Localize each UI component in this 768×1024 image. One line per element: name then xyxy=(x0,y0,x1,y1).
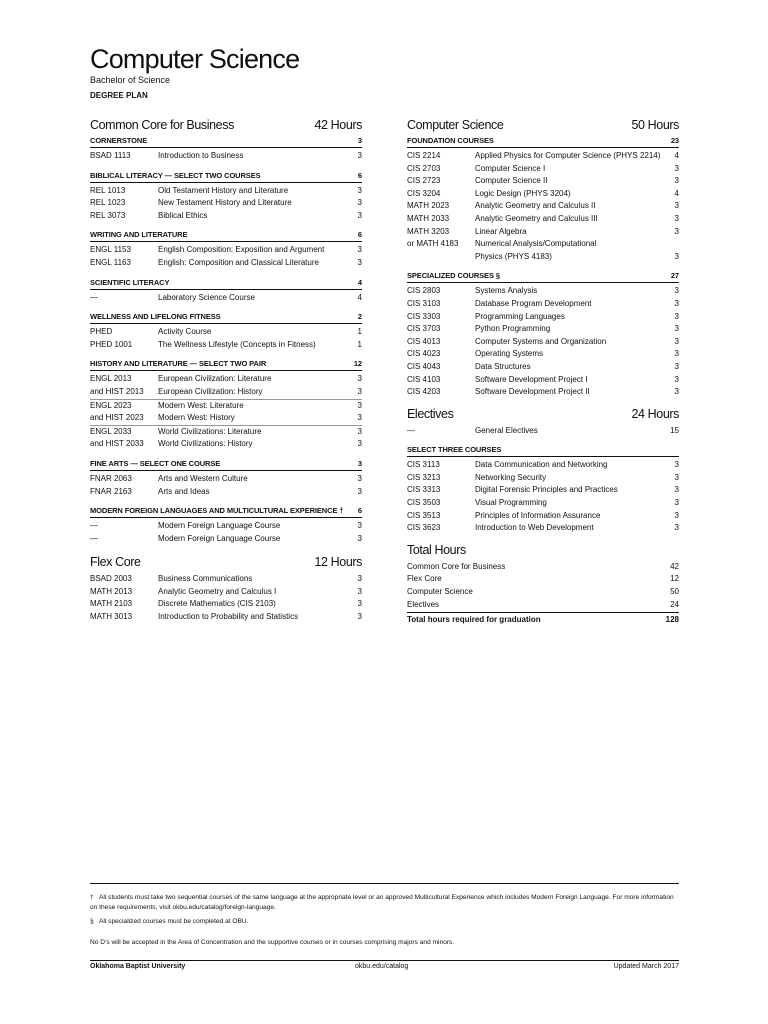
course-code: PHED 1001 xyxy=(90,339,133,349)
course-row xyxy=(407,175,679,188)
course-name: Principles of Information Assurance xyxy=(475,510,601,520)
section-heading xyxy=(90,359,362,371)
course-row xyxy=(407,484,679,497)
course-name: Business Communications xyxy=(158,574,253,584)
course-name: Computer Science II xyxy=(475,176,548,186)
course-name: European Civilization: Literature xyxy=(158,374,272,384)
course-name: Software Development Project II xyxy=(475,387,590,397)
course-row xyxy=(90,533,362,546)
course-code: CIS 3103 xyxy=(407,298,441,308)
total-row xyxy=(407,561,679,574)
course-hours: 3 xyxy=(674,510,679,520)
course-row xyxy=(90,185,362,198)
course-code: and HIST 2023 xyxy=(90,413,144,423)
common-core-sections xyxy=(90,136,362,545)
section-title: BIBLICAL LITERACY — SELECT TWO COURSES xyxy=(90,170,261,180)
course-hours: 3 xyxy=(357,257,362,267)
course-code: ENGL 2033 xyxy=(90,426,132,436)
course-name: Systems Analysis xyxy=(475,286,538,296)
footer-updated: Updated March 2017 xyxy=(613,963,679,970)
course-row xyxy=(90,150,362,163)
course-code: ENGL 2023 xyxy=(90,400,132,410)
course-row xyxy=(90,473,362,486)
course-hours: 3 xyxy=(357,586,362,596)
course-hours: 3 xyxy=(357,245,362,255)
course-code: — xyxy=(90,533,98,543)
section-hours: 6 xyxy=(357,230,362,240)
section-title: SELECT THREE COURSES xyxy=(407,445,502,455)
core-section xyxy=(90,171,362,223)
course-name: English: Composition and Classical Literature xyxy=(158,257,319,267)
footer-url: okbu.edu/catalog xyxy=(355,963,409,970)
course-code: CIS 3213 xyxy=(407,472,441,482)
course-row xyxy=(407,150,679,163)
course-hours: 3 xyxy=(674,387,679,397)
flex-core-heading xyxy=(90,555,362,569)
total-hours: 50 xyxy=(670,587,679,597)
course-code: ENGL 1153 xyxy=(90,245,131,255)
flex-core-title: Flex Core xyxy=(90,555,141,570)
section-heading xyxy=(90,459,362,471)
course-group xyxy=(90,185,362,223)
course-name: World Civilizations: History xyxy=(158,439,253,449)
course-hours: 3 xyxy=(674,311,679,321)
course-hours: 3 xyxy=(357,612,362,622)
cs-section xyxy=(407,271,679,398)
course-hours: 3 xyxy=(674,472,679,482)
course-name: Applied Physics for Computer Science (PHYS 2214) xyxy=(475,151,661,160)
course-row xyxy=(407,298,679,311)
course-name: Modern Foreign Language Course xyxy=(158,521,281,531)
course-name: Analytic Geometry and Calculus I xyxy=(158,586,277,596)
course-code: REL 1013 xyxy=(90,185,126,195)
course-group xyxy=(90,326,362,351)
right-column xyxy=(407,118,679,624)
course-code: CIS 4203 xyxy=(407,387,441,397)
total-hours: 24 xyxy=(670,599,679,609)
course-code: CIS 4103 xyxy=(407,374,441,384)
course-code: ENGL 2013 xyxy=(90,374,132,384)
section-heading xyxy=(90,136,362,148)
course-row xyxy=(407,311,679,324)
course-row xyxy=(90,412,362,425)
course-code: CIS 4013 xyxy=(407,336,441,346)
course-row xyxy=(407,285,679,298)
course-hours: 3 xyxy=(357,521,362,531)
section-hours: 12 xyxy=(353,359,362,369)
course-row xyxy=(407,238,679,251)
footnote-text: All students must take two sequential courses of the same language at the appropriate level or an approved Multicultural Experience which includes Modern Foreign Language. For more information on these requirements, visit okbu.edu/catalog/foreign-language. xyxy=(90,894,674,911)
course-hours: 3 xyxy=(674,286,679,296)
footnote-mark: § xyxy=(90,918,94,925)
course-group xyxy=(90,473,362,498)
course-row xyxy=(90,438,362,451)
course-hours: 3 xyxy=(674,201,679,211)
course-group xyxy=(90,373,362,398)
course-name: European Civilization: History xyxy=(158,386,263,396)
course-hours: 3 xyxy=(674,324,679,334)
computer-science-sections xyxy=(407,136,679,399)
degree-plan-label: DEGREE PLAN xyxy=(90,91,148,100)
course-group xyxy=(90,425,362,451)
core-section xyxy=(90,312,362,351)
course-row xyxy=(407,251,679,264)
course-hours: 3 xyxy=(674,498,679,508)
total-label: Common Core for Business xyxy=(407,561,506,571)
course-row xyxy=(407,386,679,399)
course-name: Programming Languages xyxy=(475,311,565,321)
course-hours: 3 xyxy=(674,251,679,261)
electives-title: Electives xyxy=(407,406,454,421)
course-code: — xyxy=(90,521,98,531)
footnote-note: No D’s will be accepted in the Area of Concentration and the supportive courses or in courses comprising majors and minors. xyxy=(90,939,455,946)
course-code: CIS 3503 xyxy=(407,498,441,508)
course-row xyxy=(90,326,362,339)
course-code: CIS 4043 xyxy=(407,361,441,371)
course-code: REL 1023 xyxy=(90,198,126,208)
course-hours: 3 xyxy=(674,298,679,308)
core-section xyxy=(90,459,362,498)
core-section xyxy=(90,359,362,451)
course-group xyxy=(90,150,362,163)
course-code: — xyxy=(407,425,415,435)
course-name: Modern West: History xyxy=(158,413,235,423)
total-label: Flex Core xyxy=(407,574,442,584)
course-code: MATH 2013 xyxy=(90,586,133,596)
course-row xyxy=(407,510,679,523)
course-group xyxy=(90,520,362,545)
computer-science-heading xyxy=(407,118,679,132)
section-heading xyxy=(407,136,679,148)
course-code: CIS 2803 xyxy=(407,286,441,296)
course-hours: 3 xyxy=(674,485,679,495)
course-row xyxy=(90,586,362,599)
total-label: Electives xyxy=(407,599,440,609)
flex-core-rows xyxy=(90,573,362,623)
course-row xyxy=(407,213,679,226)
total-row xyxy=(407,586,679,599)
course-group xyxy=(90,244,362,269)
section-title: MODERN FOREIGN LANGUAGES AND MULTICULTURAL EXPERIENCE † xyxy=(90,506,344,516)
select-three-section xyxy=(407,445,679,535)
course-group xyxy=(90,399,362,425)
course-name: Database Program Development xyxy=(475,298,592,308)
section-heading xyxy=(90,230,362,242)
left-column xyxy=(90,118,362,624)
course-row xyxy=(407,459,679,472)
course-name: Software Development Project I xyxy=(475,374,588,384)
section-heading xyxy=(90,171,362,183)
course-code: MATH 2023 xyxy=(407,201,450,211)
course-code: CIS 3703 xyxy=(407,324,441,334)
course-hours: 3 xyxy=(357,473,362,483)
course-code: CIS 3204 xyxy=(407,188,441,198)
course-code: CIS 2214 xyxy=(407,151,441,160)
course-hours: 3 xyxy=(357,413,362,423)
course-code: REL 3073 xyxy=(90,210,126,220)
course-name: Numerical Analysis/Computational xyxy=(475,239,597,249)
course-code: and HIST 2033 xyxy=(90,439,144,449)
section-hours: 27 xyxy=(670,271,679,281)
course-name: Linear Algebra xyxy=(475,226,527,236)
footnote-divider xyxy=(90,883,679,884)
section-title: WRITING AND LITERATURE xyxy=(90,230,188,240)
total-hours-title: Total Hours xyxy=(407,542,466,557)
course-name: Operating Systems xyxy=(475,349,544,359)
common-core-hours: 42 Hours xyxy=(314,118,362,132)
grand-total-hours: 128 xyxy=(665,615,679,625)
section-heading xyxy=(90,278,362,290)
course-code: ENGL 1163 xyxy=(90,257,131,267)
course-row xyxy=(90,573,362,586)
course-row xyxy=(407,497,679,510)
course-hours: 1 xyxy=(357,339,362,349)
course-name: Visual Programming xyxy=(475,498,547,508)
course-code: FNAR 2063 xyxy=(90,473,132,483)
course-name: Data Structures xyxy=(475,361,531,371)
course-row xyxy=(407,522,679,535)
section-hours: 4 xyxy=(357,277,362,287)
course-row xyxy=(407,226,679,239)
total-row xyxy=(407,599,679,612)
course-hours: 1 xyxy=(357,327,362,337)
section-title: FOUNDATION COURSES xyxy=(407,136,494,145)
course-name: Modern Foreign Language Course xyxy=(158,533,281,543)
course-row xyxy=(90,210,362,223)
total-label: Computer Science xyxy=(407,587,473,597)
course-hours: 4 xyxy=(357,292,362,302)
course-code: MATH 2033 xyxy=(407,213,450,223)
course-hours: 3 xyxy=(357,374,362,384)
footnote-section xyxy=(90,917,679,927)
total-hours: 12 xyxy=(670,574,679,584)
section-hours: 6 xyxy=(357,506,362,516)
course-hours: 15 xyxy=(670,425,679,435)
section-heading xyxy=(90,312,362,324)
course-row xyxy=(90,400,362,413)
section-title: CORNERSTONE xyxy=(90,136,148,145)
course-row xyxy=(90,598,362,611)
course-name: Discrete Mathematics (CIS 2103) xyxy=(158,599,276,609)
footnote-mark: † xyxy=(90,894,94,901)
section-title: HISTORY AND LITERATURE — SELECT TWO PAIR xyxy=(90,359,267,369)
course-hours: 3 xyxy=(357,386,362,396)
course-hours: 3 xyxy=(674,349,679,359)
course-code: BSAD 1113 xyxy=(90,151,131,160)
course-hours: 3 xyxy=(357,185,362,195)
course-name: Data Communication and Networking xyxy=(475,460,608,470)
course-row xyxy=(407,348,679,361)
course-hours: 3 xyxy=(357,599,362,609)
course-code: CIS 3113 xyxy=(407,460,440,470)
course-hours: 3 xyxy=(357,151,362,160)
section-hours: 3 xyxy=(357,458,362,468)
course-name: Activity Course xyxy=(158,327,212,337)
course-code: CIS 3513 xyxy=(407,510,441,520)
course-hours: 3 xyxy=(357,486,362,496)
course-hours: 3 xyxy=(357,439,362,449)
section-title: SPECIALIZED COURSES § xyxy=(407,271,500,281)
course-code: CIS 2723 xyxy=(407,176,441,186)
course-hours: 3 xyxy=(357,198,362,208)
course-code xyxy=(407,251,475,264)
course-name: Biblical Ethics xyxy=(158,210,208,220)
course-hours: 4 xyxy=(674,188,679,198)
course-row xyxy=(90,292,362,305)
section-hours: 3 xyxy=(357,136,362,145)
course-code: MATH 3013 xyxy=(90,612,133,622)
course-code: PHED xyxy=(90,327,113,337)
course-name: Computer Science I xyxy=(475,163,546,173)
section-heading xyxy=(407,445,679,457)
core-section xyxy=(90,506,362,545)
course-hours: 3 xyxy=(357,400,362,410)
course-row xyxy=(90,426,362,439)
course-name: Laboratory Science Course xyxy=(158,292,255,302)
common-core-title: Common Core for Business xyxy=(90,118,234,132)
page-title: Computer Science xyxy=(90,44,300,74)
course-hours xyxy=(665,238,679,251)
course-row xyxy=(90,373,362,386)
course-code: CIS 3623 xyxy=(407,523,441,533)
total-row xyxy=(407,573,679,586)
course-name: General Electives xyxy=(475,425,538,435)
course-code: FNAR 2163 xyxy=(90,486,132,496)
course-name: Arts and Ideas xyxy=(158,486,210,496)
course-hours: 3 xyxy=(357,574,362,584)
course-row xyxy=(90,386,362,399)
course-hours: 3 xyxy=(357,426,362,436)
course-hours: 3 xyxy=(674,163,679,173)
course-hours: 3 xyxy=(674,374,679,384)
section-hours: 6 xyxy=(357,170,362,180)
course-row xyxy=(407,336,679,349)
flex-core-hours: 12 Hours xyxy=(314,555,362,570)
course-code: and HIST 2013 xyxy=(90,386,144,396)
course-hours: 3 xyxy=(674,226,679,236)
course-code: BSAD 2003 xyxy=(90,574,132,584)
course-name: Arts and Western Culture xyxy=(158,473,248,483)
course-row xyxy=(90,339,362,352)
footnote-dagger xyxy=(90,893,679,912)
course-row xyxy=(407,425,679,438)
course-hours: 3 xyxy=(674,176,679,186)
footnote-text: All specialized courses must be completed at OBU. xyxy=(99,918,249,925)
course-name: Introduction to Business xyxy=(158,151,244,160)
cs-section xyxy=(407,136,679,263)
section-title: FINE ARTS — SELECT ONE COURSE xyxy=(90,458,221,468)
course-name: The Wellness Lifestyle (Concepts in Fitness) xyxy=(158,339,316,349)
course-name: Modern West: Literature xyxy=(158,400,244,410)
course-hours: 3 xyxy=(674,361,679,371)
course-name: English Composition: Exposition and Argument xyxy=(158,245,325,255)
course-name: Python Programming xyxy=(475,324,551,334)
section-heading xyxy=(407,271,679,283)
section-heading xyxy=(90,506,362,518)
course-hours: 3 xyxy=(357,533,362,543)
section-hours: 2 xyxy=(357,312,362,322)
course-row xyxy=(407,323,679,336)
course-hours: 3 xyxy=(674,213,679,223)
electives-hours: 24 Hours xyxy=(631,406,679,421)
course-row xyxy=(90,486,362,499)
course-name: Physics (PHYS 4183) xyxy=(475,251,552,261)
course-row xyxy=(407,361,679,374)
course-group xyxy=(90,292,362,305)
course-name: Computer Systems and Organization xyxy=(475,336,607,346)
course-code: CIS 3313 xyxy=(407,485,441,495)
course-hours: 4 xyxy=(674,151,679,160)
course-row xyxy=(407,200,679,213)
course-row xyxy=(407,188,679,201)
course-hours: 3 xyxy=(674,460,679,470)
section-hours: 23 xyxy=(670,136,679,145)
grand-total-row xyxy=(407,612,679,624)
common-core-heading xyxy=(90,118,362,132)
total-hours-rows xyxy=(407,561,679,611)
footer-divider xyxy=(90,960,679,961)
course-hours: 3 xyxy=(357,210,362,220)
computer-science-hours: 50 Hours xyxy=(631,118,679,132)
course-name: Old Testament History and Literature xyxy=(158,185,289,195)
grand-total-label: Total hours required for graduation xyxy=(407,615,541,625)
course-code: or MATH 4183 xyxy=(407,239,459,249)
electives-rows xyxy=(407,425,679,438)
course-code: MATH 2103 xyxy=(90,599,133,609)
course-row xyxy=(90,520,362,533)
course-name: Analytic Geometry and Calculus II xyxy=(475,201,596,211)
course-name: New Testament History and Literature xyxy=(158,198,292,208)
course-row xyxy=(90,611,362,624)
course-code: — xyxy=(90,292,98,302)
course-code: CIS 3303 xyxy=(407,311,441,321)
total-hours-heading xyxy=(407,543,679,557)
core-section xyxy=(90,136,362,163)
course-code: MATH 3203 xyxy=(407,226,450,236)
course-name: Logic Design (PHYS 3204) xyxy=(475,188,571,198)
course-name: Introduction to Probability and Statistics xyxy=(158,612,299,622)
computer-science-title: Computer Science xyxy=(407,118,504,132)
course-row xyxy=(407,374,679,387)
course-row xyxy=(90,257,362,270)
electives-heading xyxy=(407,407,679,421)
course-row xyxy=(407,163,679,176)
footer-university: Oklahoma Baptist University xyxy=(90,963,186,970)
course-code: CIS 2703 xyxy=(407,163,441,173)
section-title: SCIENTIFIC LITERACY xyxy=(90,277,170,287)
select-three-rows xyxy=(407,459,679,535)
course-row xyxy=(407,472,679,485)
course-hours: 3 xyxy=(674,523,679,533)
course-row xyxy=(90,244,362,257)
core-section xyxy=(90,230,362,269)
course-name: Analytic Geometry and Calculus III xyxy=(475,213,598,223)
course-row xyxy=(90,197,362,210)
course-name: Introduction to Web Development xyxy=(475,523,594,533)
total-hours: 42 xyxy=(670,561,679,571)
course-hours: 3 xyxy=(674,336,679,346)
degree-subtitle: Bachelor of Science xyxy=(90,75,171,85)
course-name: World Civilizations: Literature xyxy=(158,426,262,436)
section-title: WELLNESS AND LIFELONG FITNESS xyxy=(90,312,221,322)
course-code: CIS 4023 xyxy=(407,349,441,359)
course-name: Digital Forensic Principles and Practices xyxy=(475,485,618,495)
course-name: Networking Security xyxy=(475,472,547,482)
core-section xyxy=(90,278,362,305)
